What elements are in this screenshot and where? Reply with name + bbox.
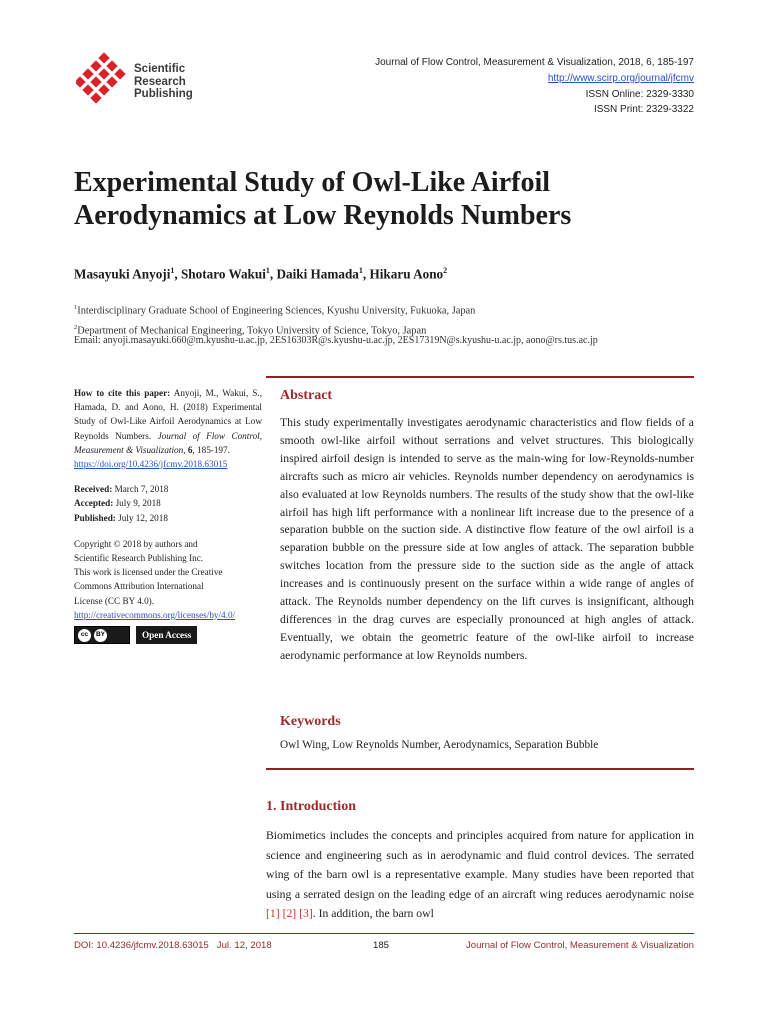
- paper-title: [74, 166, 694, 232]
- affiliation-text: Interdisciplinary Graduate School of Engineering Sciences, Kyushu University, Fukuoka, Japan: [77, 305, 476, 317]
- issn-print: ISSN Print: 2329-3322: [593, 104, 694, 116]
- publisher-logo-icon: [76, 52, 132, 108]
- cc-by-badge[interactable]: [74, 626, 130, 644]
- journal-citation-line: Journal of Flow Control, Measurement & Visualization, 2018, 6, 185-197: [375, 57, 694, 68]
- citation-text: Anyoji, M., Wakui, S., Hamada, D. and Aono, H. (2018) Experimental Study of Owl-Like Airfoil Aerodynamics at Low Reynolds Numbers.: [74, 388, 263, 441]
- author-name: Hikaru Aono: [369, 266, 444, 282]
- by-attribution-icon: BY: [94, 629, 107, 642]
- author-affiliation-mark: 1: [170, 266, 175, 275]
- footer-doi: DOI: 10.4236/jfcmv.2018.63015: [74, 940, 209, 951]
- abstract-bottom-divider: [266, 768, 694, 770]
- page-number: 185: [373, 940, 390, 951]
- reference-link[interactable]: [1]: [266, 907, 280, 921]
- author-list: Masayuki Anyoji$^1$, Shotaro Wakui$^1$, Daiki Hamada$^1$, Hikaru Aono$^2$: [74, 266, 448, 282]
- copyright-line: Commons Attribution International: [74, 581, 204, 592]
- accepted-label: Accepted:: [74, 498, 114, 509]
- author-emails: Email: anyoji.masayuki.660@m.kyushu-u.ac.jp, 2ES16303R@s.kyushu-u.ac.jp, 2ES17319N@s.kyushu-u.ac.jp, aono@rs.tus.ac.jp: [74, 335, 598, 346]
- publisher-name-line: Publishing: [134, 88, 193, 100]
- copyright-line: This work is licensed under the Creative: [74, 567, 223, 578]
- publisher-name: [134, 63, 193, 101]
- footer-doi-date: [74, 940, 272, 951]
- cc-icon: cc: [78, 629, 91, 642]
- citation-block: How to cite this paper: Anyoji, M., Wakui, S., Hamada, D. and Aono, H. (2018) Experimental Study of Owl-Like Airfoil Aerodynamics at Low Reynolds Numbers. Journal of Flow Control, Measurement & Visualization, 6, 185-197. https://doi.org/10.4236/jfcmv.2018.63015: [74, 388, 263, 470]
- open-access-badge: Open Access: [136, 626, 197, 644]
- affiliation-text: Department of Mechanical Engineering, Tokyo University of Science, Tokyo, Japan: [77, 325, 427, 337]
- author-affiliation-mark: 2: [443, 266, 448, 275]
- received-date: [74, 482, 262, 496]
- introduction-text: [266, 826, 694, 924]
- doi-link[interactable]: https://doi.org/10.4236/jfcmv.2018.63015: [74, 459, 228, 470]
- author-name: Shotaro Wakui: [180, 266, 266, 282]
- introduction-body: Biomimetics includes the concepts and principles acquired from nature for application in science and engineering such as in aerodynamic and fluid control devices. The serrated wing of the barn owl is a representative example. Many studies have been reported that using a serrated design on the leading edge of an aircraft wing reduces aerodynamic noise: [266, 829, 694, 901]
- accepted-date: [74, 496, 262, 510]
- journal-url-link[interactable]: http://www.scirp.org/journal/jfcmv: [547, 72, 694, 84]
- author-affiliation-mark: 1: [265, 266, 270, 275]
- copyright-line: Scientific Research Publishing Inc.: [74, 553, 204, 564]
- article-sidebar: [74, 386, 262, 644]
- reference-link[interactable]: [3]: [299, 907, 313, 921]
- author-affiliation-mark: 1: [358, 266, 363, 275]
- affiliation-mark: 1: [74, 304, 78, 311]
- publisher-name-line: Research: [134, 75, 186, 88]
- publisher-logo: [76, 52, 206, 112]
- footer-divider: [74, 933, 694, 934]
- reference-link[interactable]: [2]: [282, 907, 297, 921]
- citation-pages: , 185-197.: [192, 444, 230, 455]
- received-value: March 7, 2018: [114, 484, 169, 495]
- article-dates: [74, 482, 262, 525]
- license-badges: [74, 626, 262, 644]
- affiliation-list: [74, 300, 475, 340]
- published-date: [74, 511, 262, 525]
- abstract-heading: Abstract: [280, 388, 333, 403]
- publisher-name-line: Scientific: [134, 63, 186, 75]
- paper-title-line: Aerodynamics at Low Reynolds Numbers: [74, 200, 572, 231]
- copyright-line: License (CC BY 4.0).: [74, 595, 155, 606]
- citation-volume: 6: [187, 444, 193, 455]
- footer-date: Jul. 12, 2018: [216, 940, 272, 951]
- author-name: Daiki Hamada: [276, 266, 359, 282]
- keywords-text: Owl Wing, Low Reynolds Number, Aerodynamics, Separation Bubble: [280, 739, 599, 751]
- affiliation: [74, 300, 475, 320]
- copyright-line: Copyright © 2018 by authors and: [74, 538, 198, 549]
- footer-journal-name: Journal of Flow Control, Measurement & Visualization: [465, 940, 694, 951]
- affiliation-mark: 2: [74, 323, 78, 331]
- published-value: July 12, 2018: [118, 512, 168, 523]
- received-label: Received:: [74, 484, 113, 495]
- citation-label: How to cite this paper:: [74, 388, 171, 398]
- introduction-body-continued: . In addition, the barn owl: [312, 907, 434, 921]
- copyright-block: [74, 537, 262, 622]
- author-name: Masayuki Anyoji: [74, 266, 171, 282]
- license-link[interactable]: http://creativecommons.org/licenses/by/4.0/: [74, 609, 236, 620]
- citation-journal: Journal of Flow Control, Measurement & Visualization: [74, 430, 263, 455]
- accepted-value: July 9, 2018: [115, 498, 161, 509]
- issn-online: ISSN Online: 2329-3330: [585, 88, 694, 100]
- abstract-top-divider: [266, 376, 694, 378]
- journal-info: [375, 55, 694, 118]
- published-label: Published:: [74, 512, 116, 523]
- introduction-heading: 1. Introduction: [266, 799, 356, 814]
- paper-title-line: Experimental Study of Owl-Like Airfoil: [74, 167, 550, 198]
- keywords-heading: Keywords: [280, 714, 341, 729]
- abstract-text: This study experimentally investigates aerodynamic characteristics and flow fields of a smooth owl-like airfoil without serrations and velvet structures. This biologically inspired airfoil design is intended to serve as the main-wing for low-Reynolds-number aircrafts such as micro air vehicles. Reynolds number dependency on aerodynamics is also evaluated at low Reynolds numbers. The results of the study show that the owl-like airfoil has high lift performance with a nonlinear lift increase due to the presence of a separation bubble on the suction side. A distinctive flow feature of the owl airfoil is a separation bubble on the pressure side at low angles of attack. The separation bubble switches location from the pressure side to the suction side as the angle of attack increases and is continuously present on the surface within a wide range of angles of attack. The Reynolds number dependency on the lift curves is insignificant, although differences in the drag curves are especially pronounced at high angles of attack. Eventually, we obtain the geometric feature of the owl-like airfoil to increase aerodynamic performance at low Reynolds numbers.: [280, 416, 694, 662]
